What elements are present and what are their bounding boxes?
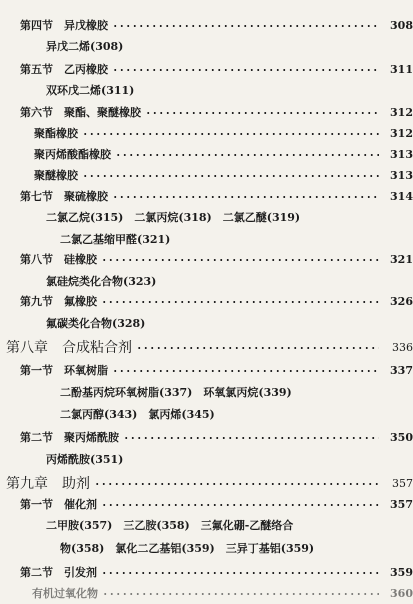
toc-chapter-9 [0, 472, 413, 496]
toc-subentry [0, 383, 413, 403]
toc-subentry [0, 145, 413, 165]
entry-title: 第六节 聚酯、聚醚橡胶 [20, 106, 141, 119]
toc-subentry [0, 124, 413, 144]
entry-page: 311 [390, 63, 413, 76]
entry-page: 350 [390, 431, 413, 444]
entry-title: 第九节 氟橡胶 [20, 295, 97, 308]
dot-leader [112, 370, 379, 372]
entry-page: 337 [390, 364, 413, 377]
entry-title: 第五节 乙丙橡胶 [20, 63, 108, 76]
entry-page: 359 [390, 566, 413, 579]
dot-leader [136, 347, 379, 349]
entry-page: 308 [390, 19, 413, 32]
toc-subentry [0, 208, 413, 228]
dot-leader [145, 112, 379, 114]
entry-page: 357 [392, 477, 413, 490]
entry-title: 聚酯橡胶 [34, 127, 78, 140]
entry-title: 氯硅烷类化合物(323) [46, 275, 157, 288]
toc-subentry [0, 450, 413, 470]
entry-title: 二氯乙烷(315) 二氯丙烷(318) 二氯乙醚(319) [46, 211, 301, 224]
entry-page: 313 [390, 148, 413, 161]
toc-subentry-cut [0, 584, 413, 604]
toc-subentry [0, 539, 413, 559]
dot-leader [101, 504, 379, 506]
entry-title: 聚醚橡胶 [34, 169, 78, 182]
dot-leader [101, 259, 379, 261]
entry-page: 313 [390, 169, 413, 182]
dot-leader [115, 154, 379, 156]
dot-leader [82, 133, 379, 135]
entry-title: 丙烯酰胺(351) [46, 453, 124, 466]
dot-leader [82, 175, 379, 177]
entry-title: 有机过氧化物 [32, 587, 98, 600]
entry-title: 双环戊二烯(311) [46, 84, 135, 97]
toc-subentry [0, 272, 413, 292]
dot-leader [101, 301, 379, 303]
toc-entry-section9 [0, 292, 413, 312]
toc-entry-section4 [0, 16, 413, 36]
entry-title: 二氯乙基缩甲醛(321) [60, 233, 171, 246]
toc-entry-ch8-section2 [0, 428, 413, 448]
entry-page: 314 [390, 190, 413, 203]
toc-subentry [0, 230, 413, 250]
chapter-title: 第八章 合成粘合剂 [6, 340, 132, 356]
toc-entry-ch9-section1 [0, 495, 413, 515]
entry-title: 二氯丙醇(343) 氯丙烯(345) [60, 408, 215, 421]
toc-subentry [0, 166, 413, 186]
toc-entry-section7 [0, 187, 413, 207]
entry-title: 第四节 异戊橡胶 [20, 19, 108, 32]
entry-title: 第二节 聚丙烯酰胺 [20, 431, 119, 444]
toc-entry-section6 [0, 103, 413, 123]
dot-leader [101, 572, 379, 574]
toc-entry-section5 [0, 60, 413, 80]
chapter-title: 第九章 助剂 [6, 476, 90, 492]
toc-subentry [0, 314, 413, 334]
entry-title: 第一节 催化剂 [20, 498, 97, 511]
entry-title: 异戊二烯(308) [46, 40, 124, 53]
entry-title: 氟碳类化合物(328) [46, 317, 146, 330]
toc-subentry [0, 516, 413, 536]
entry-page: 312 [390, 106, 413, 119]
entry-title: 聚丙烯酸酯橡胶 [34, 148, 111, 161]
entry-title: 第七节 聚硫橡胶 [20, 190, 108, 203]
entry-title: 物(358) 氯化二乙基铝(359) 三异丁基铝(359) [60, 542, 315, 555]
dot-leader [112, 25, 379, 27]
dot-leader [123, 437, 379, 439]
entry-title: 第一节 环氧树脂 [20, 364, 108, 377]
entry-page: 321 [390, 253, 413, 266]
toc-subentry [0, 37, 413, 57]
toc-entry-ch9-section2 [0, 563, 413, 583]
entry-title: 第二节 引发剂 [20, 566, 97, 579]
entry-page: 326 [390, 295, 413, 308]
entry-page: 336 [392, 341, 413, 354]
toc-subentry [0, 405, 413, 425]
dot-leader [94, 483, 379, 485]
toc-entry-section8 [0, 250, 413, 270]
entry-title: 二甲胺(357) 三乙胺(358) 三氟化硼-乙醚络合 [46, 519, 294, 532]
entry-title: 二酚基丙烷环氧树脂(337) 环氧氯丙烷(339) [60, 386, 292, 399]
entry-title: 第八节 硅橡胶 [20, 253, 97, 266]
dot-leader [112, 196, 379, 198]
dot-leader [102, 593, 379, 595]
toc-chapter-8 [0, 336, 413, 360]
entry-page: 357 [390, 498, 413, 511]
dot-leader [112, 69, 379, 71]
toc-entry-ch8-section1 [0, 361, 413, 381]
entry-page: 312 [390, 127, 413, 140]
entry-page: 360 [390, 587, 413, 600]
toc-subentry [0, 81, 413, 101]
